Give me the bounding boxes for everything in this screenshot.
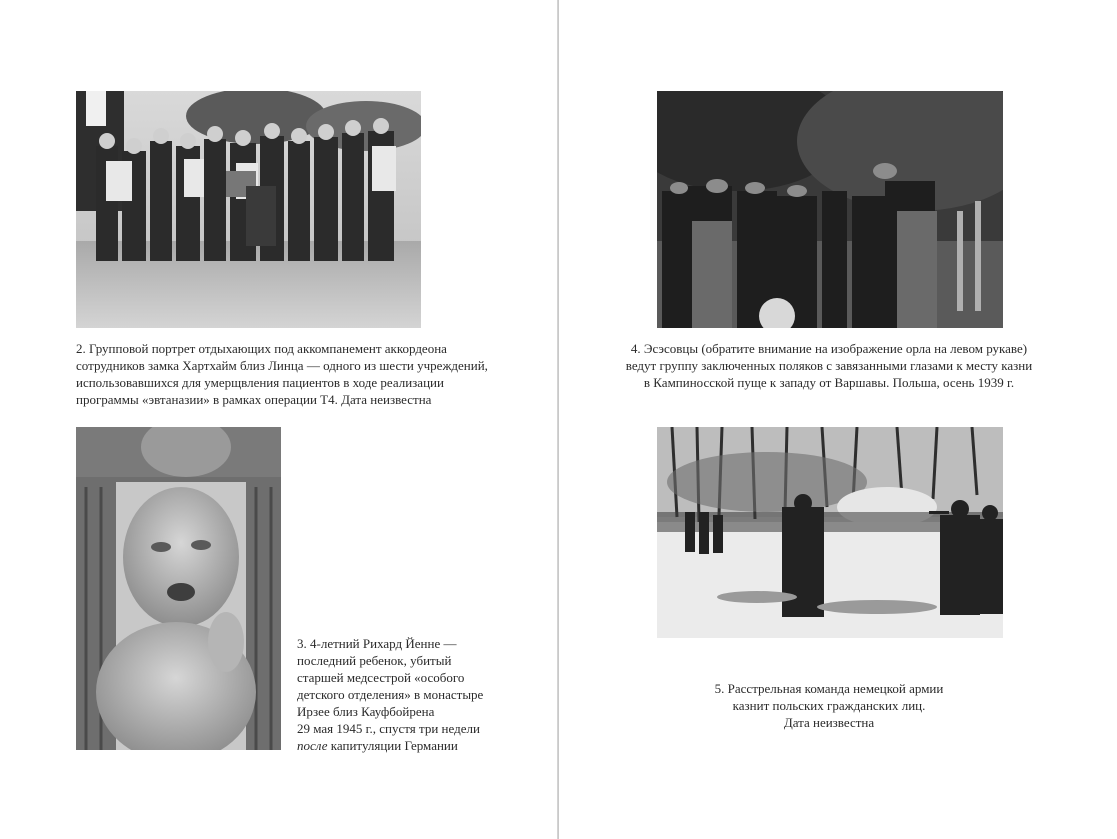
caption-photo-2 bbox=[76, 340, 488, 408]
left-page bbox=[0, 0, 558, 839]
caption-emphasis: после bbox=[297, 738, 328, 753]
caption-line: 3. 4-летний Рихард Йенне — bbox=[297, 636, 457, 651]
soldiers-escorting-prisoners-image bbox=[657, 91, 1003, 328]
caption-line: Ирзее близ Кауфбойрена bbox=[297, 704, 435, 719]
caption-line: последний ребенок, убитый bbox=[297, 653, 452, 668]
group-portrait-image bbox=[76, 91, 421, 328]
caption-line: Дата неизвестна bbox=[783, 715, 875, 730]
caption-photo-5 bbox=[649, 680, 1009, 731]
soldiers-escorting-prisoners-photo bbox=[657, 91, 1003, 328]
group-portrait-photo bbox=[76, 91, 421, 328]
caption-line: сотрудников замка Хартхайм близ Линца — одного из шести учреждений, bbox=[76, 358, 488, 373]
caption-line: детского отделения» в монастыре bbox=[297, 687, 484, 702]
caption-line-rest: капитуляции Германии bbox=[327, 738, 458, 753]
crying-child-image bbox=[76, 427, 281, 750]
crying-child-photo bbox=[76, 427, 281, 750]
firing-squad-image bbox=[657, 427, 1003, 638]
caption-line: ведут группу заключенных поляков с завязанными глазами к месту казни bbox=[625, 358, 1033, 373]
firing-squad-photo bbox=[657, 427, 1003, 638]
caption-line: в Кампиносской пуще к западу от Варшавы. Польша, осень 1939 г. bbox=[643, 375, 1015, 390]
caption-line: 5. Расстрельная команда немецкой армии bbox=[714, 681, 944, 696]
caption-line: 29 мая 1945 г., спустя три недели bbox=[297, 721, 480, 736]
caption-photo-3 bbox=[297, 635, 483, 754]
caption-line: использовавшихся для умерщвления пациентов в ходе реализации bbox=[76, 375, 444, 390]
caption-photo-4 bbox=[609, 340, 1049, 391]
caption-line bbox=[297, 737, 483, 754]
caption-line: казнит польских гражданских лиц. bbox=[732, 698, 926, 713]
caption-line: старшей медсестрой «особого bbox=[297, 670, 465, 685]
right-page bbox=[559, 0, 1117, 839]
caption-line: программы «эвтаназии» в рамках операции Т4. Дата неизвестна bbox=[76, 392, 432, 407]
caption-line: 2. Групповой портрет отдыхающих под аккомпанемент аккордеона bbox=[76, 341, 447, 356]
caption-line: 4. Эсэсовцы (обратите внимание на изображение орла на левом рукаве) bbox=[630, 341, 1028, 356]
